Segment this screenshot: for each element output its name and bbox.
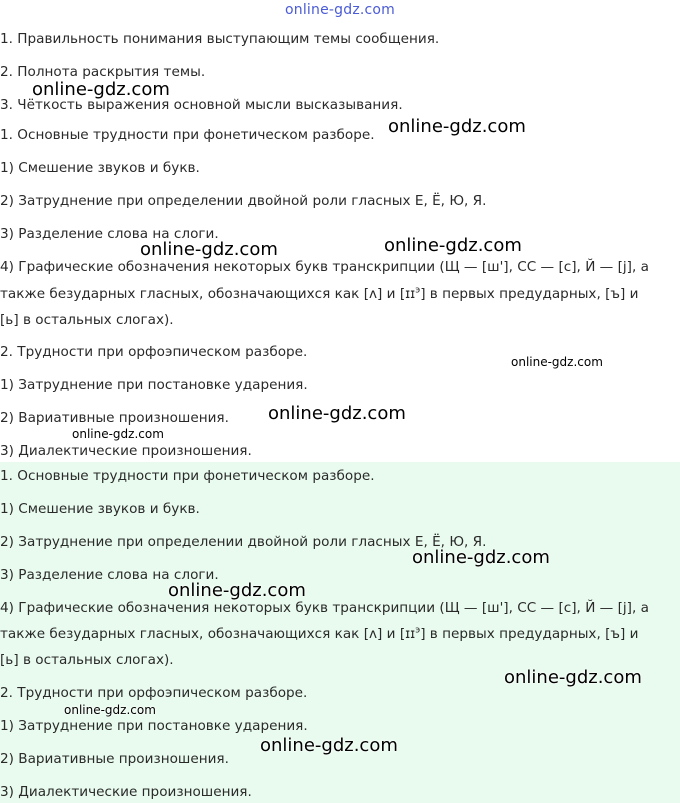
orthoepic-item-2-2: 2) Вариативные произношения. (0, 751, 229, 767)
watermark: online-gdz.com (511, 355, 603, 369)
criterion-2: 2. Полнота раскрытия темы. (0, 64, 206, 80)
phonetic-item-3-2: 3) Разделение слова на слоги. (0, 567, 219, 583)
phonetic-item-1-2: 1) Смешение звуков и букв. (0, 501, 200, 517)
watermark: online-gdz.com (504, 667, 642, 688)
orthoepic-item-2: 2) Вариативные произношения. (0, 410, 229, 426)
phonetic-item-1: 1) Смешение звуков и букв. (0, 160, 200, 176)
phonetic-item-4-line-1-2: 4) Графические обозначения некоторых букв транскрипции (Щ — [ш'], СС — [с], Й — [j], а (0, 600, 649, 616)
watermark: online-gdz.com (268, 403, 406, 424)
watermark: online-gdz.com (32, 79, 170, 100)
orthoepic-item-1-2: 1) Затруднение при постановке ударения. (0, 718, 308, 734)
site-header[interactable]: online-gdz.com (284, 2, 396, 18)
phonetic-item-4-line-2-2: также безударных гласных, обозначающихся как [ʌ] и [ɪɪ$^э$] в первых предударных, [ъ] и (0, 625, 639, 642)
watermark: online-gdz.com (72, 427, 164, 441)
orthoepic-heading: 2. Трудности при орфоэпическом разборе. (0, 344, 308, 360)
phonetic-item-4-line-3: [ь] в остальных слогах). (0, 312, 174, 328)
watermark: online-gdz.com (384, 235, 522, 256)
watermark: online-gdz.com (64, 703, 156, 717)
watermark: online-gdz.com (260, 735, 398, 756)
phonetic-item-4-line-3-2: [ь] в остальных слогах). (0, 652, 174, 668)
orthoepic-item-3-2: 3) Диалектические произношения. (0, 784, 252, 800)
phonetic-item-2: 2) Затруднение при определении двойной роли гласных Е, Ё, Ю, Я. (0, 193, 487, 209)
watermark: online-gdz.com (388, 116, 526, 137)
watermark: online-gdz.com (168, 580, 306, 601)
superscript: э (415, 285, 421, 296)
orthoepic-item-3: 3) Диалектические произношения. (0, 443, 252, 459)
phonetic-item-4-line-1: 4) Графические обозначения некоторых букв транскрипции (Щ — [ш'], СС — [с], Й — [j], а (0, 259, 649, 275)
criterion-3: 3. Чёткость выражения основной мысли высказывания. (0, 97, 403, 113)
criterion-1: 1. Правильность понимания выступающим темы сообщения. (0, 31, 440, 47)
superscript: э (415, 625, 421, 636)
phonetic-item-3: 3) Разделение слова на слоги. (0, 226, 219, 242)
phonetic-item-4-line-2: также безударных гласных, обозначающихся как [ʌ] и [ɪɪ$^э$] в первых предударных, [ъ] и (0, 285, 639, 302)
watermark: online-gdz.com (412, 547, 550, 568)
orthoepic-item-1: 1) Затруднение при постановке ударения. (0, 377, 308, 393)
phonetic-heading-2: 1. Основные трудности при фонетическом разборе. (0, 468, 375, 484)
phonetic-heading: 1. Основные трудности при фонетическом разборе. (0, 127, 375, 143)
phonetic-item-2-2: 2) Затруднение при определении двойной роли гласных Е, Ё, Ю, Я. (0, 534, 487, 550)
watermark: online-gdz.com (140, 239, 278, 260)
orthoepic-heading-2: 2. Трудности при орфоэпическом разборе. (0, 685, 308, 701)
